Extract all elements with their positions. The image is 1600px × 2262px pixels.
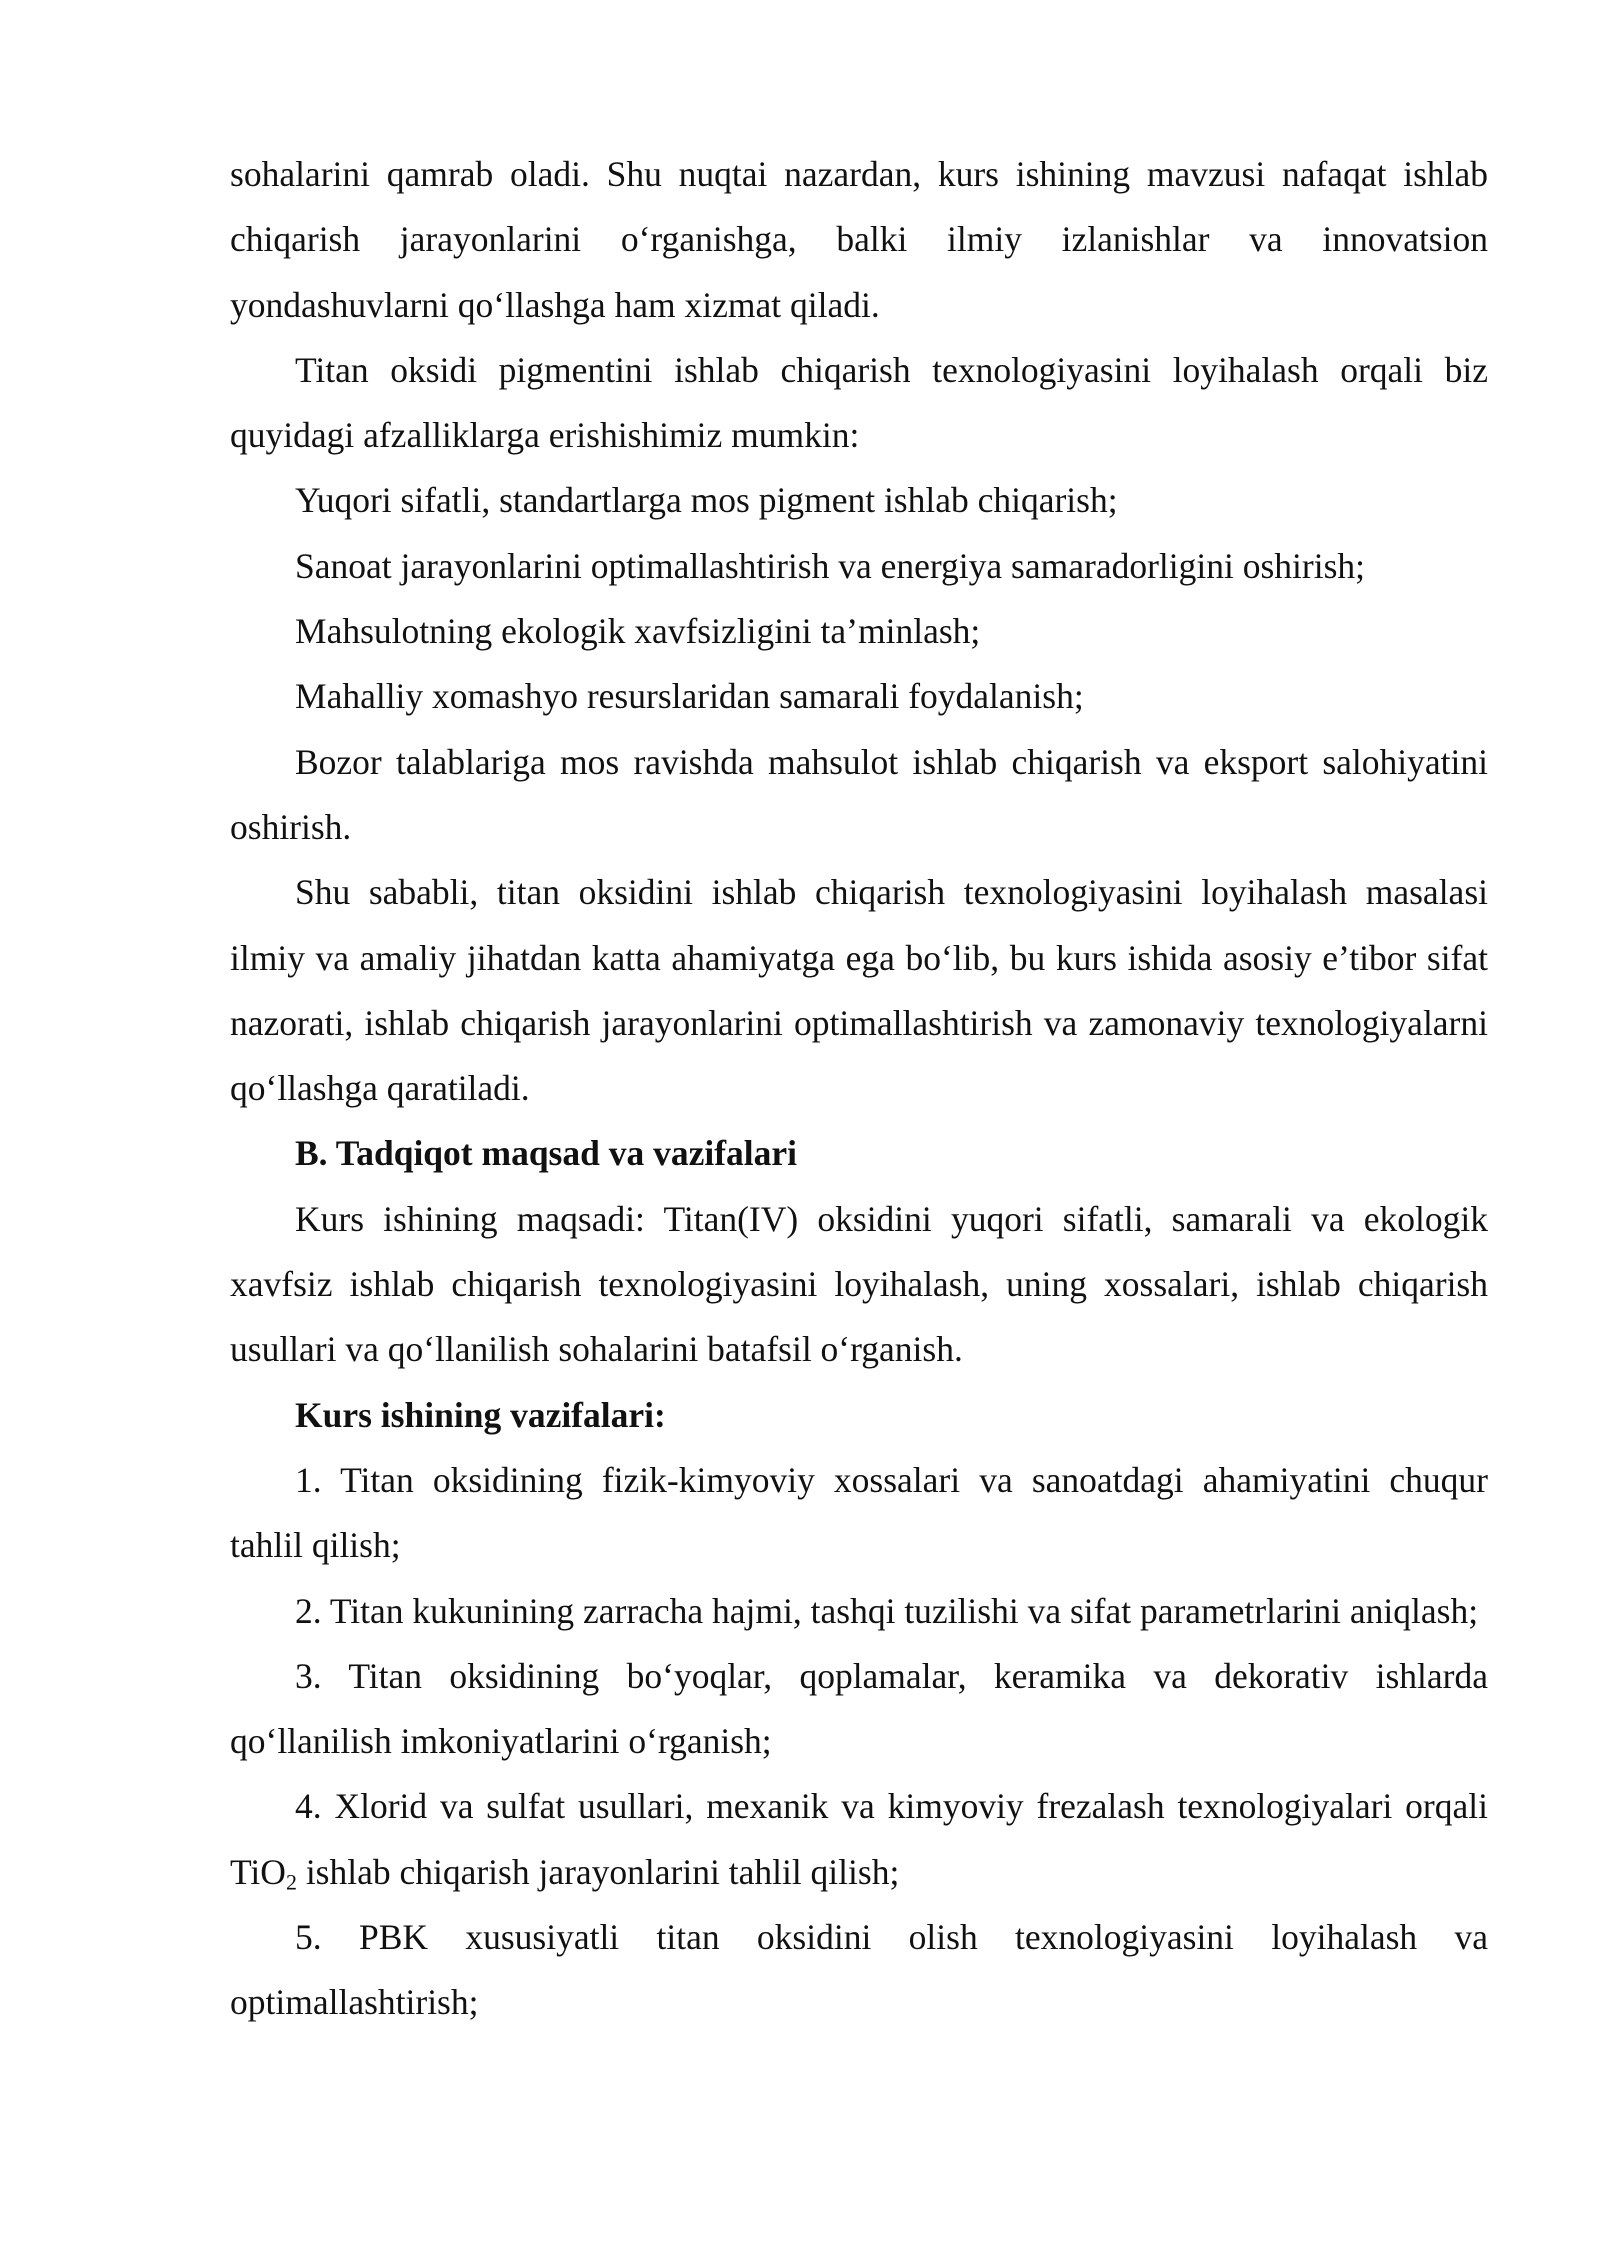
advantage-item-1: Yuqori sifatli, standartlarga mos pigment ishlab chiqarish; <box>295 480 1118 521</box>
advantage-item-4: Mahalliy xomashyo resurslaridan samarali foydalanish; <box>295 676 1084 717</box>
paragraph-conclusion: Shu sababli, titan oksidini ishlab chiqarish texnologiyasini loyihalash masalasi ilmiy va amaliy jihatdan katta ahamiyatga ega bo‘lib, bu kurs ishida asosiy e’tibor sifat nazorati, ishlab chiqarish jarayonlarini optimallashtirish va zamonaviy texnologiyalarni qo‘llashga qaratiladi. <box>230 872 1488 1109</box>
paragraph-scope: sohalarini qamrab oladi. Shu nuqtai nazardan, kurs ishining mavzusi nafaqat ishlab chiqarish jarayonlarini o‘rganishga, balki ilmiy izlanishlar va innovatsion yondashuvlarni qo‘llashga ham xizmat qiladi. <box>230 154 1488 325</box>
task-item-2: 2. Titan kukunining zarracha hajmi, tashqi tuzilishi va sifat parametrlarini aniqlash; <box>295 1590 1479 1631</box>
task-item-1: 1. Titan oksidining fizik-kimyoviy xossalari va sanoatdagi ahamiyatini chuqur tahlil qilish; <box>230 1459 1488 1566</box>
document-body <box>230 142 1488 2036</box>
task-item-4 <box>230 1774 1488 1905</box>
paragraph-goal: Kurs ishining maqsadi: Titan(IV) oksidini yuqori sifatli, samarali va ekologik xavfsiz ishlab chiqarish texnologiyasini loyihalash, uning xossalari, ishlab chiqarish usullari va qo‘llanilish sohalarini batafsil o‘rganish. <box>230 1198 1488 1370</box>
advantage-item-3: Mahsulotning ekologik xavfsizligini ta’minlash; <box>295 611 981 652</box>
tasks-heading: Kurs ishining vazifalari: <box>295 1394 666 1435</box>
task-item-3: 3. Titan oksidining bo‘yoqlar, qoplamalar, keramika va dekorativ ishlarda qo‘llanilish imkoniyatlarini o‘rganish; <box>230 1655 1488 1762</box>
task-item-5: 5. PBK xususiyatli titan oksidini olish texnologiyasini loyihalash va optimallashtirish; <box>230 1917 1488 2023</box>
task-item-4-text-end: ishlab chiqarish jarayonlarini tahlil qilish; <box>296 1851 900 1892</box>
section-heading: B. Tadqiqot maqsad va vazifalari <box>295 1133 798 1174</box>
task-item-4-text: 4. Xlorid va sulfat usullari, mexanik va kimyoviy frezalash texnologiyalari orqali TiO <box>230 1786 1488 1892</box>
subscript-two: 2 <box>285 1869 297 1895</box>
paragraph-advantages-intro: Titan oksidi pigmentini ishlab chiqarish texnologiyasini loyihalash orqali biz quyidagi afzalliklarga erishishimiz mumkin: <box>230 349 1488 456</box>
advantage-item-2: Sanoat jarayonlarini optimallashtirish va energiya samaradorligini oshirish; <box>295 545 1366 586</box>
advantage-item-5: Bozor talablariga mos ravishda mahsulot ishlab chiqarish va eksport salohiyatini oshirish. <box>230 741 1488 847</box>
